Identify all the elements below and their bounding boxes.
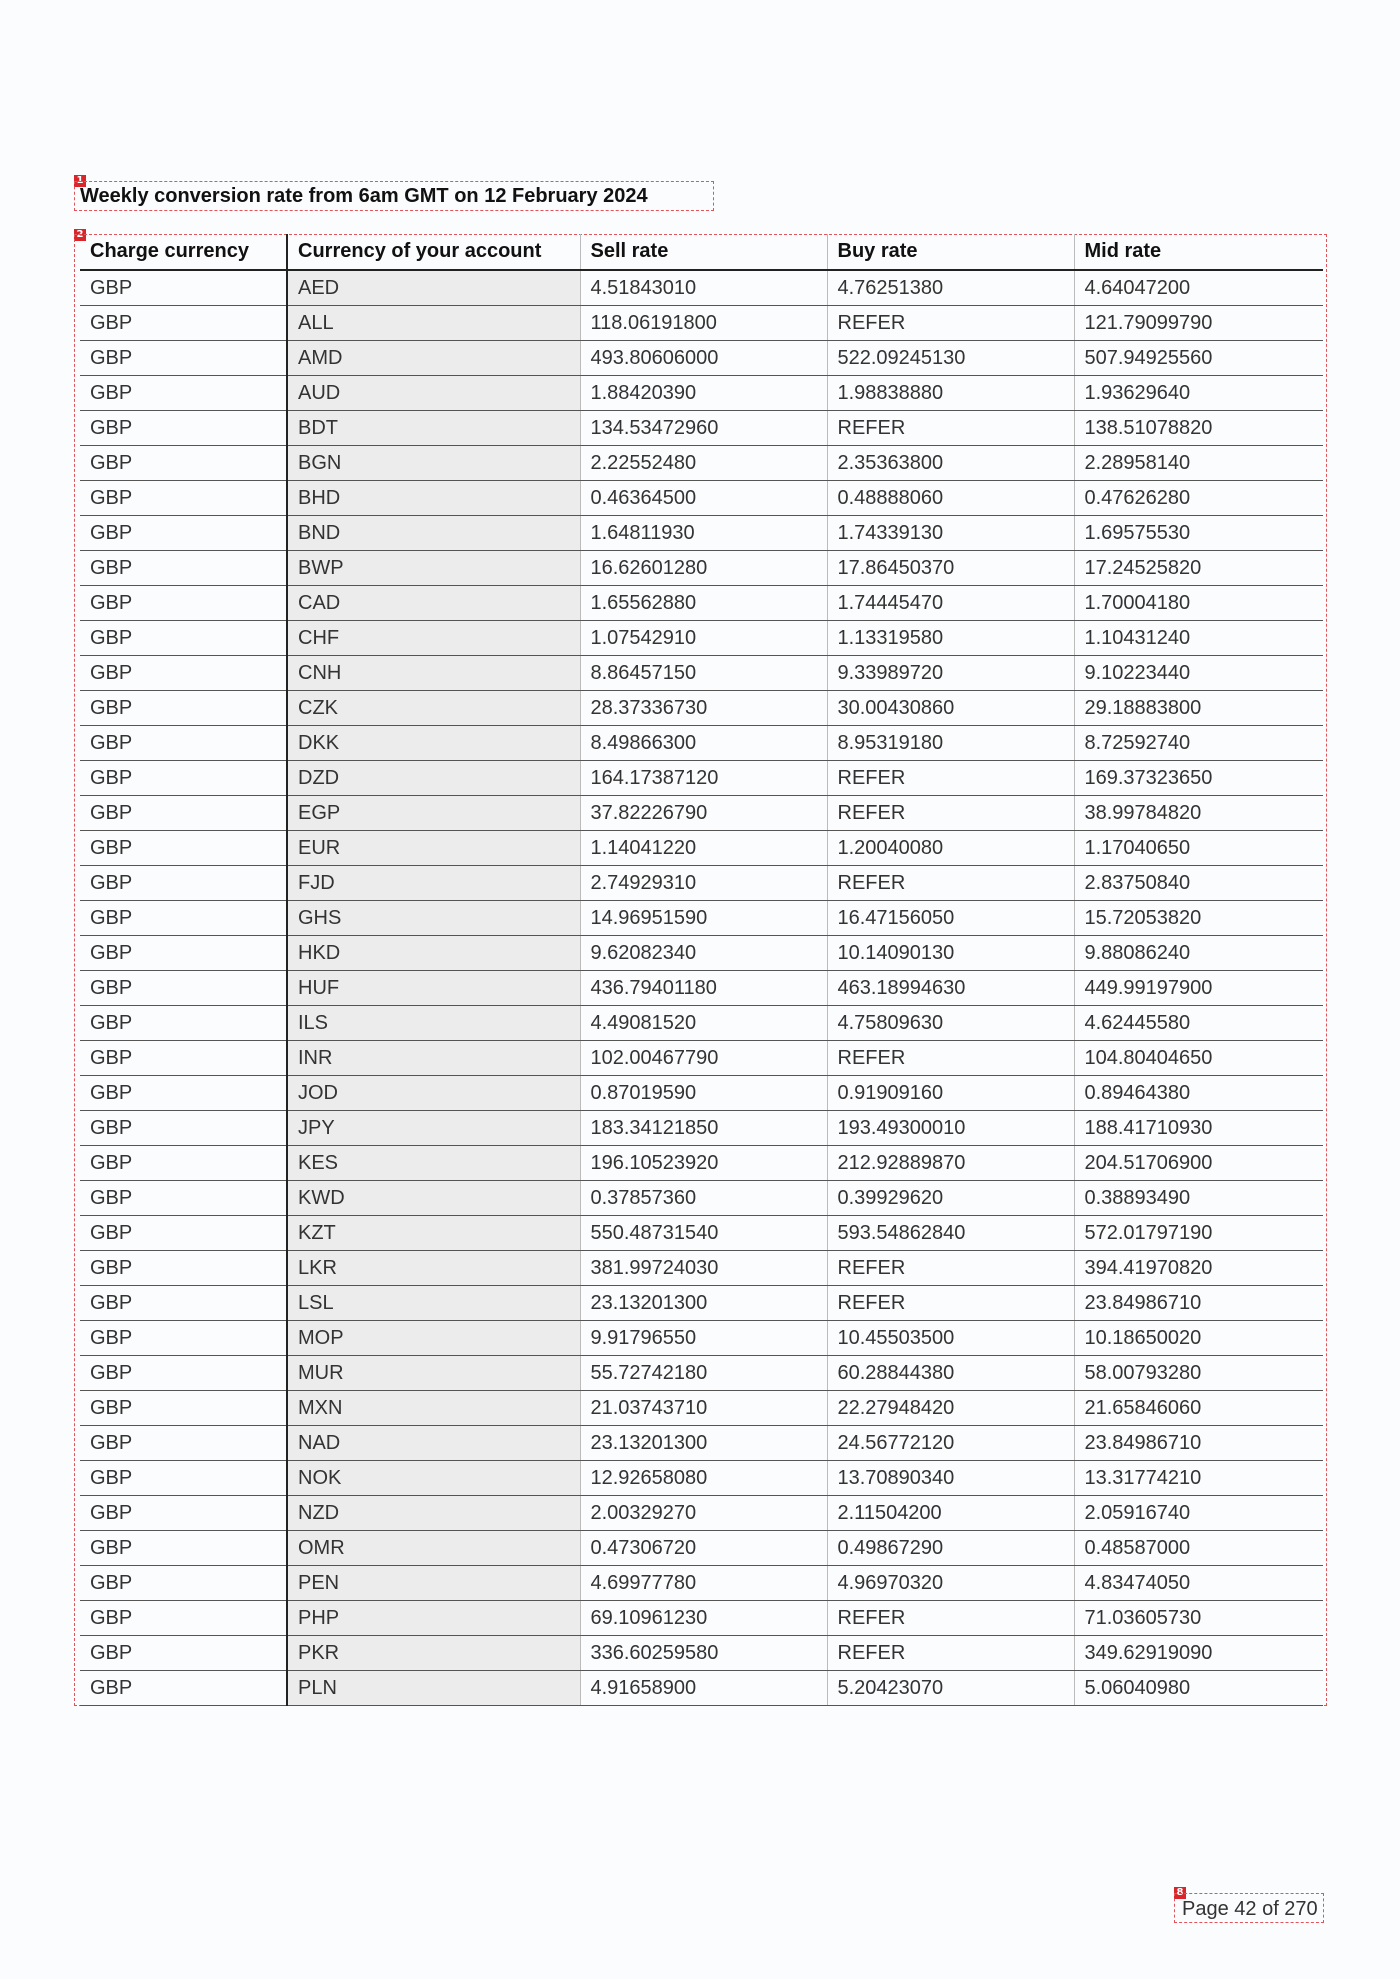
charge-currency-cell: GBP bbox=[80, 1181, 287, 1216]
table-row bbox=[80, 341, 1323, 376]
charge-currency-cell: GBP bbox=[80, 376, 287, 411]
sell-rate-cell: 23.13201300 bbox=[580, 1426, 827, 1461]
sell-rate-cell: 336.60259580 bbox=[580, 1636, 827, 1671]
charge-currency-cell: GBP bbox=[80, 1146, 287, 1181]
charge-currency-cell: GBP bbox=[80, 621, 287, 656]
table-row bbox=[80, 306, 1323, 341]
charge-currency-cell: GBP bbox=[80, 1111, 287, 1146]
table-row bbox=[80, 1286, 1323, 1321]
charge-currency-cell: GBP bbox=[80, 901, 287, 936]
account-currency-cell: PHP bbox=[287, 1601, 580, 1636]
mid-rate-cell: 394.41970820 bbox=[1074, 1251, 1323, 1286]
mid-rate-cell: 4.83474050 bbox=[1074, 1566, 1323, 1601]
sell-rate-cell: 4.51843010 bbox=[580, 270, 827, 306]
charge-currency-cell: GBP bbox=[80, 1496, 287, 1531]
charge-currency-cell: GBP bbox=[80, 586, 287, 621]
table-row bbox=[80, 761, 1323, 796]
account-currency-cell: KES bbox=[287, 1146, 580, 1181]
account-currency-cell: CZK bbox=[287, 691, 580, 726]
table-row bbox=[80, 1076, 1323, 1111]
buy-rate-cell: 1.20040080 bbox=[827, 831, 1074, 866]
mid-rate-cell: 9.88086240 bbox=[1074, 936, 1323, 971]
account-currency-cell: BHD bbox=[287, 481, 580, 516]
account-currency-cell: ALL bbox=[287, 306, 580, 341]
charge-currency-cell: GBP bbox=[80, 691, 287, 726]
header-charge-currency: Charge currency bbox=[80, 234, 287, 270]
mid-rate-cell: 2.83750840 bbox=[1074, 866, 1323, 901]
account-currency-cell: CAD bbox=[287, 586, 580, 621]
buy-rate-cell: 1.98838880 bbox=[827, 376, 1074, 411]
sell-rate-cell: 1.88420390 bbox=[580, 376, 827, 411]
mid-rate-cell: 17.24525820 bbox=[1074, 551, 1323, 586]
account-currency-cell: NOK bbox=[287, 1461, 580, 1496]
table-row bbox=[80, 831, 1323, 866]
account-currency-cell: MXN bbox=[287, 1391, 580, 1426]
buy-rate-cell: 10.45503500 bbox=[827, 1321, 1074, 1356]
table-row bbox=[80, 796, 1323, 831]
charge-currency-cell: GBP bbox=[80, 341, 287, 376]
mid-rate-cell: 104.80404650 bbox=[1074, 1041, 1323, 1076]
account-currency-cell: CNH bbox=[287, 656, 580, 691]
account-currency-cell: PEN bbox=[287, 1566, 580, 1601]
account-currency-cell: KZT bbox=[287, 1216, 580, 1251]
mid-rate-cell: 138.51078820 bbox=[1074, 411, 1323, 446]
mid-rate-cell: 15.72053820 bbox=[1074, 901, 1323, 936]
page-number: Page 42 of 270 bbox=[1182, 1898, 1318, 1920]
table-row bbox=[80, 1181, 1323, 1216]
buy-rate-cell: 60.28844380 bbox=[827, 1356, 1074, 1391]
sell-rate-cell: 550.48731540 bbox=[580, 1216, 827, 1251]
buy-rate-cell: REFER bbox=[827, 761, 1074, 796]
sell-rate-cell: 0.47306720 bbox=[580, 1531, 827, 1566]
table-row bbox=[80, 1006, 1323, 1041]
charge-currency-cell: GBP bbox=[80, 1006, 287, 1041]
header-account-currency: Currency of your account bbox=[287, 234, 580, 270]
header-buy-rate: Buy rate bbox=[827, 234, 1074, 270]
mid-rate-cell: 188.41710930 bbox=[1074, 1111, 1323, 1146]
table-row bbox=[80, 726, 1323, 761]
charge-currency-cell: GBP bbox=[80, 656, 287, 691]
buy-rate-cell: 22.27948420 bbox=[827, 1391, 1074, 1426]
table-row bbox=[80, 1601, 1323, 1636]
account-currency-cell: NAD bbox=[287, 1426, 580, 1461]
table-row bbox=[80, 1321, 1323, 1356]
buy-rate-cell: 593.54862840 bbox=[827, 1216, 1074, 1251]
mid-rate-cell: 204.51706900 bbox=[1074, 1146, 1323, 1181]
buy-rate-cell: 5.20423070 bbox=[827, 1671, 1074, 1706]
sell-rate-cell: 37.82226790 bbox=[580, 796, 827, 831]
sell-rate-cell: 2.74929310 bbox=[580, 866, 827, 901]
mid-rate-cell: 21.65846060 bbox=[1074, 1391, 1323, 1426]
table-row bbox=[80, 1111, 1323, 1146]
charge-currency-cell: GBP bbox=[80, 1391, 287, 1426]
table-row bbox=[80, 1041, 1323, 1076]
sell-rate-cell: 9.62082340 bbox=[580, 936, 827, 971]
buy-rate-cell: 0.49867290 bbox=[827, 1531, 1074, 1566]
sell-rate-cell: 12.92658080 bbox=[580, 1461, 827, 1496]
sell-rate-cell: 69.10961230 bbox=[580, 1601, 827, 1636]
charge-currency-cell: GBP bbox=[80, 306, 287, 341]
buy-rate-cell: 522.09245130 bbox=[827, 341, 1074, 376]
sell-rate-cell: 164.17387120 bbox=[580, 761, 827, 796]
charge-currency-cell: GBP bbox=[80, 411, 287, 446]
account-currency-cell: KWD bbox=[287, 1181, 580, 1216]
mid-rate-cell: 0.89464380 bbox=[1074, 1076, 1323, 1111]
buy-rate-cell: REFER bbox=[827, 866, 1074, 901]
region-marker-title: 1 bbox=[74, 175, 86, 187]
account-currency-cell: FJD bbox=[287, 866, 580, 901]
table-row bbox=[80, 1566, 1323, 1601]
sell-rate-cell: 196.10523920 bbox=[580, 1146, 827, 1181]
header-mid-rate: Mid rate bbox=[1074, 234, 1323, 270]
charge-currency-cell: GBP bbox=[80, 1041, 287, 1076]
buy-rate-cell: 17.86450370 bbox=[827, 551, 1074, 586]
table-row bbox=[80, 621, 1323, 656]
buy-rate-cell: REFER bbox=[827, 411, 1074, 446]
table-row bbox=[80, 411, 1323, 446]
sell-rate-cell: 0.37857360 bbox=[580, 1181, 827, 1216]
charge-currency-cell: GBP bbox=[80, 761, 287, 796]
conversion-rate-table bbox=[80, 234, 1323, 1706]
charge-currency-cell: GBP bbox=[80, 1426, 287, 1461]
buy-rate-cell: REFER bbox=[827, 1286, 1074, 1321]
table-row bbox=[80, 376, 1323, 411]
sell-rate-cell: 23.13201300 bbox=[580, 1286, 827, 1321]
table-row bbox=[80, 586, 1323, 621]
mid-rate-cell: 349.62919090 bbox=[1074, 1636, 1323, 1671]
account-currency-cell: HUF bbox=[287, 971, 580, 1006]
buy-rate-cell: 16.47156050 bbox=[827, 901, 1074, 936]
mid-rate-cell: 29.18883800 bbox=[1074, 691, 1323, 726]
region-marker-table: 2 bbox=[74, 229, 86, 241]
charge-currency-cell: GBP bbox=[80, 1531, 287, 1566]
sell-rate-cell: 4.69977780 bbox=[580, 1566, 827, 1601]
sell-rate-cell: 1.14041220 bbox=[580, 831, 827, 866]
account-currency-cell: CHF bbox=[287, 621, 580, 656]
charge-currency-cell: GBP bbox=[80, 866, 287, 901]
mid-rate-cell: 0.48587000 bbox=[1074, 1531, 1323, 1566]
buy-rate-cell: 212.92889870 bbox=[827, 1146, 1074, 1181]
account-currency-cell: PKR bbox=[287, 1636, 580, 1671]
account-currency-cell: GHS bbox=[287, 901, 580, 936]
buy-rate-cell: REFER bbox=[827, 306, 1074, 341]
buy-rate-cell: 8.95319180 bbox=[827, 726, 1074, 761]
mid-rate-cell: 1.69575530 bbox=[1074, 516, 1323, 551]
sell-rate-cell: 1.07542910 bbox=[580, 621, 827, 656]
table-row bbox=[80, 551, 1323, 586]
sell-rate-cell: 1.64811930 bbox=[580, 516, 827, 551]
sell-rate-cell: 8.49866300 bbox=[580, 726, 827, 761]
account-currency-cell: MOP bbox=[287, 1321, 580, 1356]
charge-currency-cell: GBP bbox=[80, 1321, 287, 1356]
table-row bbox=[80, 1356, 1323, 1391]
account-currency-cell: PLN bbox=[287, 1671, 580, 1706]
table-row bbox=[80, 1636, 1323, 1671]
charge-currency-cell: GBP bbox=[80, 1286, 287, 1321]
sell-rate-cell: 183.34121850 bbox=[580, 1111, 827, 1146]
mid-rate-cell: 1.93629640 bbox=[1074, 376, 1323, 411]
mid-rate-cell: 8.72592740 bbox=[1074, 726, 1323, 761]
table-header-row bbox=[80, 234, 1323, 270]
account-currency-cell: EGP bbox=[287, 796, 580, 831]
sell-rate-cell: 0.46364500 bbox=[580, 481, 827, 516]
sell-rate-cell: 1.65562880 bbox=[580, 586, 827, 621]
buy-rate-cell: 2.35363800 bbox=[827, 446, 1074, 481]
charge-currency-cell: GBP bbox=[80, 481, 287, 516]
mid-rate-cell: 507.94925560 bbox=[1074, 341, 1323, 376]
mid-rate-cell: 4.64047200 bbox=[1074, 270, 1323, 306]
table-row bbox=[80, 866, 1323, 901]
table-row bbox=[80, 1671, 1323, 1706]
mid-rate-cell: 572.01797190 bbox=[1074, 1216, 1323, 1251]
table-row bbox=[80, 1251, 1323, 1286]
account-currency-cell: BND bbox=[287, 516, 580, 551]
charge-currency-cell: GBP bbox=[80, 1356, 287, 1391]
charge-currency-cell: GBP bbox=[80, 1601, 287, 1636]
sell-rate-cell: 4.49081520 bbox=[580, 1006, 827, 1041]
buy-rate-cell: REFER bbox=[827, 796, 1074, 831]
charge-currency-cell: GBP bbox=[80, 1566, 287, 1601]
buy-rate-cell: 4.75809630 bbox=[827, 1006, 1074, 1041]
table-row bbox=[80, 1461, 1323, 1496]
mid-rate-cell: 1.17040650 bbox=[1074, 831, 1323, 866]
buy-rate-cell: 463.18994630 bbox=[827, 971, 1074, 1006]
mid-rate-cell: 1.70004180 bbox=[1074, 586, 1323, 621]
sell-rate-cell: 2.22552480 bbox=[580, 446, 827, 481]
mid-rate-cell: 121.79099790 bbox=[1074, 306, 1323, 341]
charge-currency-cell: GBP bbox=[80, 1671, 287, 1706]
mid-rate-cell: 13.31774210 bbox=[1074, 1461, 1323, 1496]
sell-rate-cell: 493.80606000 bbox=[580, 341, 827, 376]
sell-rate-cell: 55.72742180 bbox=[580, 1356, 827, 1391]
charge-currency-cell: GBP bbox=[80, 446, 287, 481]
table-row bbox=[80, 1391, 1323, 1426]
buy-rate-cell: 9.33989720 bbox=[827, 656, 1074, 691]
buy-rate-cell: 0.48888060 bbox=[827, 481, 1074, 516]
buy-rate-cell: 13.70890340 bbox=[827, 1461, 1074, 1496]
charge-currency-cell: GBP bbox=[80, 1251, 287, 1286]
account-currency-cell: LKR bbox=[287, 1251, 580, 1286]
mid-rate-cell: 169.37323650 bbox=[1074, 761, 1323, 796]
buy-rate-cell: 193.49300010 bbox=[827, 1111, 1074, 1146]
buy-rate-cell: 1.74339130 bbox=[827, 516, 1074, 551]
buy-rate-cell: 24.56772120 bbox=[827, 1426, 1074, 1461]
charge-currency-cell: GBP bbox=[80, 831, 287, 866]
mid-rate-cell: 71.03605730 bbox=[1074, 1601, 1323, 1636]
mid-rate-cell: 4.62445580 bbox=[1074, 1006, 1323, 1041]
buy-rate-cell: REFER bbox=[827, 1636, 1074, 1671]
mid-rate-cell: 2.28958140 bbox=[1074, 446, 1323, 481]
account-currency-cell: BGN bbox=[287, 446, 580, 481]
buy-rate-cell: 1.74445470 bbox=[827, 586, 1074, 621]
table-row bbox=[80, 270, 1323, 306]
account-currency-cell: MUR bbox=[287, 1356, 580, 1391]
table-body bbox=[80, 270, 1323, 1706]
table-row bbox=[80, 691, 1323, 726]
account-currency-cell: LSL bbox=[287, 1286, 580, 1321]
account-currency-cell: JOD bbox=[287, 1076, 580, 1111]
table-row bbox=[80, 1496, 1323, 1531]
region-marker-footer: 8 bbox=[1174, 1887, 1186, 1899]
table-row bbox=[80, 446, 1323, 481]
account-currency-cell: INR bbox=[287, 1041, 580, 1076]
mid-rate-cell: 2.05916740 bbox=[1074, 1496, 1323, 1531]
charge-currency-cell: GBP bbox=[80, 1216, 287, 1251]
mid-rate-cell: 9.10223440 bbox=[1074, 656, 1323, 691]
table-row bbox=[80, 656, 1323, 691]
buy-rate-cell: 4.96970320 bbox=[827, 1566, 1074, 1601]
header-sell-rate: Sell rate bbox=[580, 234, 827, 270]
account-currency-cell: EUR bbox=[287, 831, 580, 866]
sell-rate-cell: 118.06191800 bbox=[580, 306, 827, 341]
sell-rate-cell: 0.87019590 bbox=[580, 1076, 827, 1111]
table-row bbox=[80, 901, 1323, 936]
buy-rate-cell: REFER bbox=[827, 1251, 1074, 1286]
table-row bbox=[80, 1426, 1323, 1461]
charge-currency-cell: GBP bbox=[80, 270, 287, 306]
buy-rate-cell: 0.91909160 bbox=[827, 1076, 1074, 1111]
sell-rate-cell: 8.86457150 bbox=[580, 656, 827, 691]
buy-rate-cell: 4.76251380 bbox=[827, 270, 1074, 306]
buy-rate-cell: 0.39929620 bbox=[827, 1181, 1074, 1216]
charge-currency-cell: GBP bbox=[80, 726, 287, 761]
account-currency-cell: OMR bbox=[287, 1531, 580, 1566]
buy-rate-cell: 30.00430860 bbox=[827, 691, 1074, 726]
sell-rate-cell: 28.37336730 bbox=[580, 691, 827, 726]
table-row bbox=[80, 481, 1323, 516]
sell-rate-cell: 102.00467790 bbox=[580, 1041, 827, 1076]
account-currency-cell: AMD bbox=[287, 341, 580, 376]
mid-rate-cell: 23.84986710 bbox=[1074, 1286, 1323, 1321]
mid-rate-cell: 38.99784820 bbox=[1074, 796, 1323, 831]
sell-rate-cell: 9.91796550 bbox=[580, 1321, 827, 1356]
account-currency-cell: AED bbox=[287, 270, 580, 306]
account-currency-cell: DZD bbox=[287, 761, 580, 796]
mid-rate-cell: 1.10431240 bbox=[1074, 621, 1323, 656]
mid-rate-cell: 5.06040980 bbox=[1074, 1671, 1323, 1706]
table-row bbox=[80, 1146, 1323, 1181]
sell-rate-cell: 21.03743710 bbox=[580, 1391, 827, 1426]
account-currency-cell: DKK bbox=[287, 726, 580, 761]
table-row bbox=[80, 1216, 1323, 1251]
charge-currency-cell: GBP bbox=[80, 551, 287, 586]
table-row bbox=[80, 1531, 1323, 1566]
mid-rate-cell: 10.18650020 bbox=[1074, 1321, 1323, 1356]
sell-rate-cell: 4.91658900 bbox=[580, 1671, 827, 1706]
mid-rate-cell: 0.38893490 bbox=[1074, 1181, 1323, 1216]
account-currency-cell: ILS bbox=[287, 1006, 580, 1041]
buy-rate-cell: 10.14090130 bbox=[827, 936, 1074, 971]
table-row bbox=[80, 971, 1323, 1006]
buy-rate-cell: REFER bbox=[827, 1041, 1074, 1076]
charge-currency-cell: GBP bbox=[80, 1076, 287, 1111]
account-currency-cell: BWP bbox=[287, 551, 580, 586]
sell-rate-cell: 436.79401180 bbox=[580, 971, 827, 1006]
buy-rate-cell: REFER bbox=[827, 1601, 1074, 1636]
sell-rate-cell: 381.99724030 bbox=[580, 1251, 827, 1286]
page-title: Weekly conversion rate from 6am GMT on 12 February 2024 bbox=[80, 185, 648, 207]
charge-currency-cell: GBP bbox=[80, 796, 287, 831]
charge-currency-cell: GBP bbox=[80, 1636, 287, 1671]
charge-currency-cell: GBP bbox=[80, 936, 287, 971]
mid-rate-cell: 449.99197900 bbox=[1074, 971, 1323, 1006]
sell-rate-cell: 134.53472960 bbox=[580, 411, 827, 446]
account-currency-cell: BDT bbox=[287, 411, 580, 446]
sell-rate-cell: 14.96951590 bbox=[580, 901, 827, 936]
table-row bbox=[80, 516, 1323, 551]
account-currency-cell: JPY bbox=[287, 1111, 580, 1146]
account-currency-cell: AUD bbox=[287, 376, 580, 411]
mid-rate-cell: 58.00793280 bbox=[1074, 1356, 1323, 1391]
mid-rate-cell: 0.47626280 bbox=[1074, 481, 1323, 516]
charge-currency-cell: GBP bbox=[80, 516, 287, 551]
buy-rate-cell: 2.11504200 bbox=[827, 1496, 1074, 1531]
sell-rate-cell: 2.00329270 bbox=[580, 1496, 827, 1531]
charge-currency-cell: GBP bbox=[80, 1461, 287, 1496]
table-row bbox=[80, 936, 1323, 971]
buy-rate-cell: 1.13319580 bbox=[827, 621, 1074, 656]
sell-rate-cell: 16.62601280 bbox=[580, 551, 827, 586]
account-currency-cell: NZD bbox=[287, 1496, 580, 1531]
account-currency-cell: HKD bbox=[287, 936, 580, 971]
mid-rate-cell: 23.84986710 bbox=[1074, 1426, 1323, 1461]
charge-currency-cell: GBP bbox=[80, 971, 287, 1006]
